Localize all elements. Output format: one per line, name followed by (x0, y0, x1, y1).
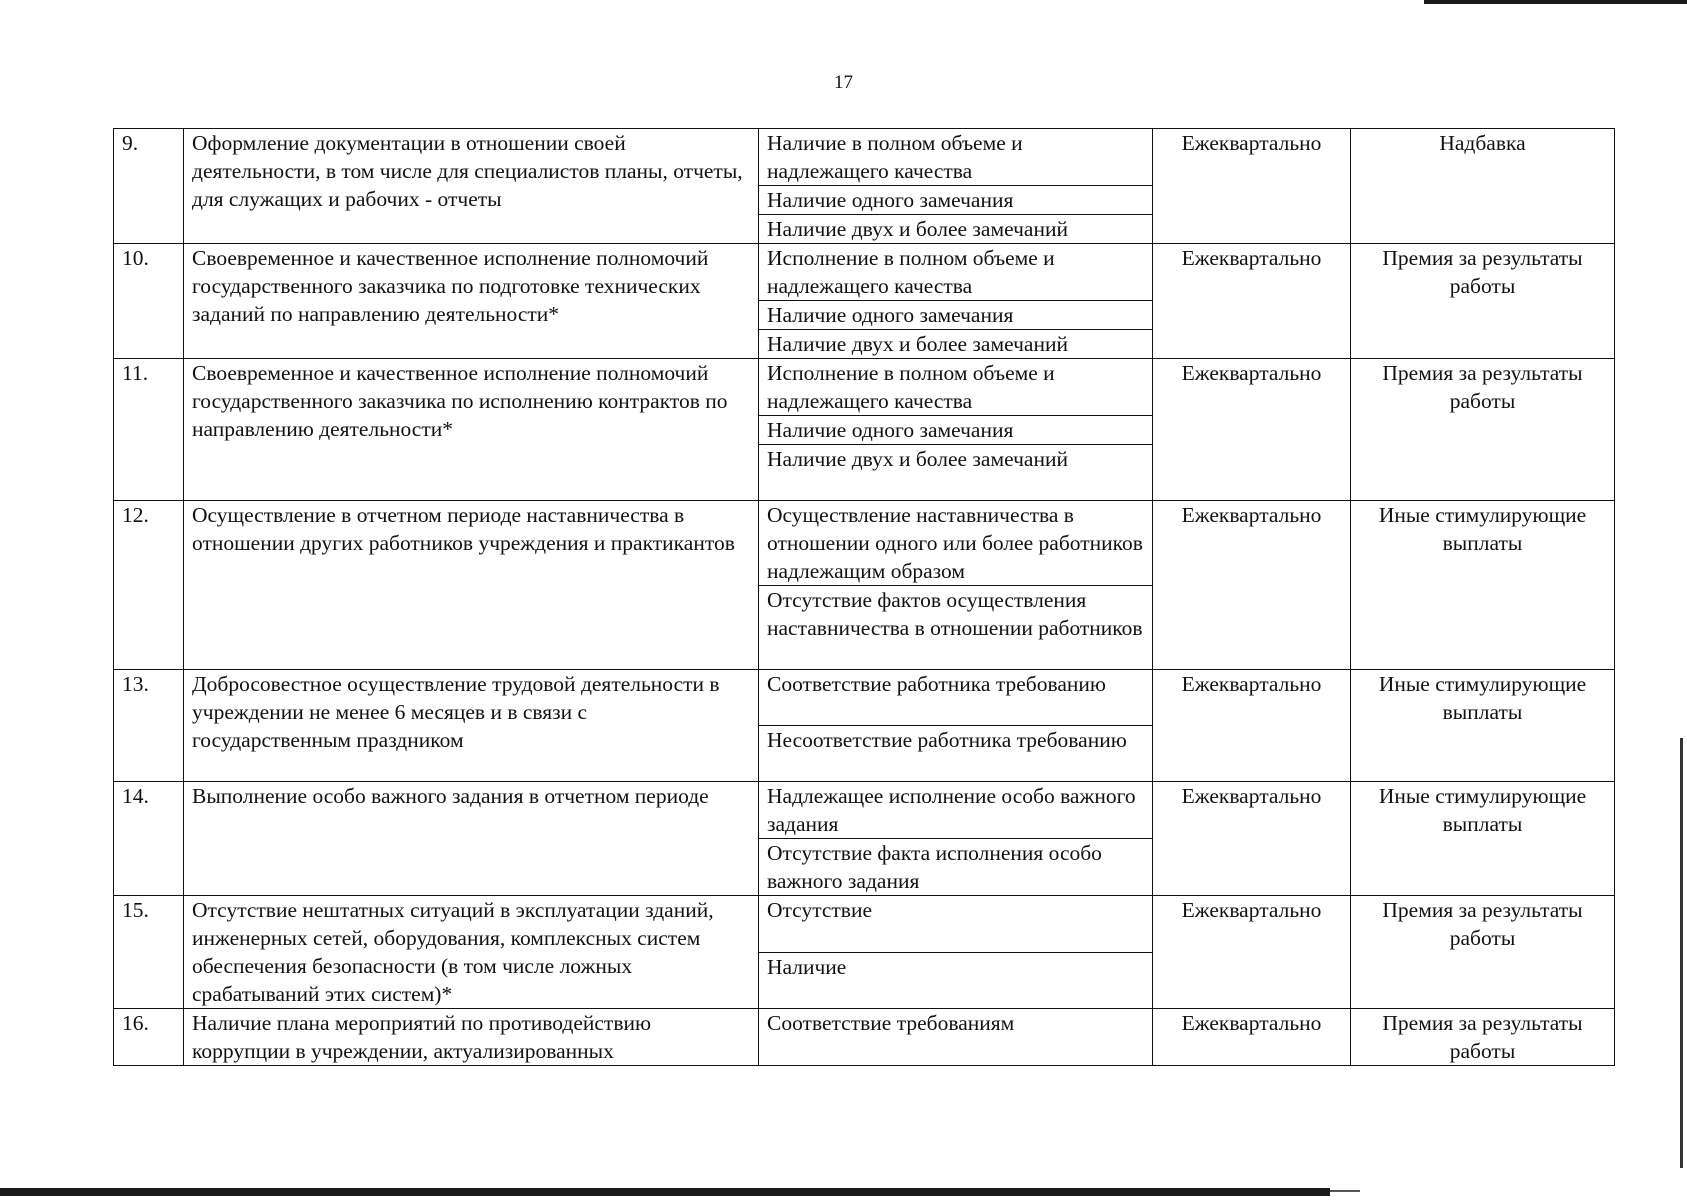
period-cell: Ежеквартально (1153, 244, 1351, 359)
table-row (114, 1009, 1615, 1066)
payment-cell: Премия за результаты работы (1351, 896, 1615, 1009)
payment-cell: Надбавка (1351, 129, 1615, 244)
indicator-cell: Соответствие требованиям (759, 1009, 1153, 1066)
row-number: 9. (114, 129, 184, 244)
scan-edge-right (1680, 738, 1683, 1168)
table-row (114, 782, 1615, 839)
indicator-cell: Отсутствие фактов осуществления наставничества в отношении работников (759, 586, 1153, 670)
row-number: 15. (114, 896, 184, 1009)
period-cell: Ежеквартально (1153, 1009, 1351, 1066)
payment-cell: Премия за результаты работы (1351, 359, 1615, 501)
period-cell: Ежеквартально (1153, 782, 1351, 896)
table-row (114, 244, 1615, 301)
payment-cell: Иные стимулирующие выплаты (1351, 670, 1615, 782)
indicator-cell: Надлежащее исполнение особо важного задания (759, 782, 1153, 839)
scan-edge-top (1424, 0, 1687, 4)
indicator-cell: Исполнение в полном объеме и надлежащего качества (759, 244, 1153, 301)
indicator-cell: Несоответствие работника требованию (759, 726, 1153, 782)
scan-edge-bottom-tail (1330, 1190, 1360, 1192)
indicator-cell: Наличие двух и более замечаний (759, 445, 1153, 501)
indicator-cell: Исполнение в полном объеме и надлежащего качества (759, 359, 1153, 416)
period-cell: Ежеквартально (1153, 501, 1351, 670)
row-number: 16. (114, 1009, 184, 1066)
indicator-cell: Наличие двух и более замечаний (759, 330, 1153, 359)
indicator-cell: Отсутствие (759, 896, 1153, 953)
period-cell: Ежеквартально (1153, 129, 1351, 244)
payment-cell: Премия за результаты работы (1351, 244, 1615, 359)
criterion-cell: Выполнение особо важного задания в отчетном периоде (184, 782, 759, 896)
indicator-cell: Наличие в полном объеме и надлежащего качества (759, 129, 1153, 186)
indicator-cell: Наличие одного замечания (759, 186, 1153, 215)
indicator-cell: Осуществление наставничества в отношении одного или более работников надлежащим образом (759, 501, 1153, 586)
table-row (114, 670, 1615, 726)
criterion-cell: Отсутствие нештатных ситуаций в эксплуатации зданий, инженерных сетей, оборудования, комплексных систем обеспечения безопасности (в том числе ложных срабатываний этих систем)* (184, 896, 759, 1009)
indicator-cell: Наличие одного замечания (759, 301, 1153, 330)
row-number: 13. (114, 670, 184, 782)
table-row (114, 501, 1615, 586)
table-row (114, 129, 1615, 186)
criterion-cell: Оформление документации в отношении своей деятельности, в том числе для специалистов планы, отчеты, для служащих и рабочих - отчеты (184, 129, 759, 244)
payment-cell: Иные стимулирующие выплаты (1351, 782, 1615, 896)
row-number: 10. (114, 244, 184, 359)
criteria-table (113, 128, 1615, 1066)
indicator-cell: Наличие двух и более замечаний (759, 215, 1153, 244)
criterion-cell: Добросовестное осуществление трудовой деятельности в учреждении не менее 6 месяцев и в связи с государственным праздником (184, 670, 759, 782)
criterion-cell: Осуществление в отчетном периоде наставничества в отношении других работников учреждения и практикантов (184, 501, 759, 670)
table-row (114, 359, 1615, 416)
scan-edge-bottom (0, 1188, 1330, 1196)
period-cell: Ежеквартально (1153, 896, 1351, 1009)
page-number: 17 (834, 72, 853, 93)
row-number: 12. (114, 501, 184, 670)
criterion-cell: Своевременное и качественное исполнение полномочий государственного заказчика по исполнению контрактов по направлению деятельности* (184, 359, 759, 501)
row-number: 11. (114, 359, 184, 501)
period-cell: Ежеквартально (1153, 670, 1351, 782)
criterion-cell: Наличие плана мероприятий по противодействию коррупции в учреждении, актуализированных (184, 1009, 759, 1066)
indicator-cell: Соответствие работника требованию (759, 670, 1153, 726)
indicator-cell: Отсутствие факта исполнения особо важного задания (759, 839, 1153, 896)
payment-cell: Иные стимулирующие выплаты (1351, 501, 1615, 670)
indicator-cell: Наличие (759, 952, 1153, 1009)
indicator-cell: Наличие одного замечания (759, 416, 1153, 445)
table-row (114, 896, 1615, 953)
row-number: 14. (114, 782, 184, 896)
period-cell: Ежеквартально (1153, 359, 1351, 501)
payment-cell: Премия за результаты работы (1351, 1009, 1615, 1066)
criterion-cell: Своевременное и качественное исполнение полномочий государственного заказчика по подготовке технических заданий по направлению деятельности* (184, 244, 759, 359)
